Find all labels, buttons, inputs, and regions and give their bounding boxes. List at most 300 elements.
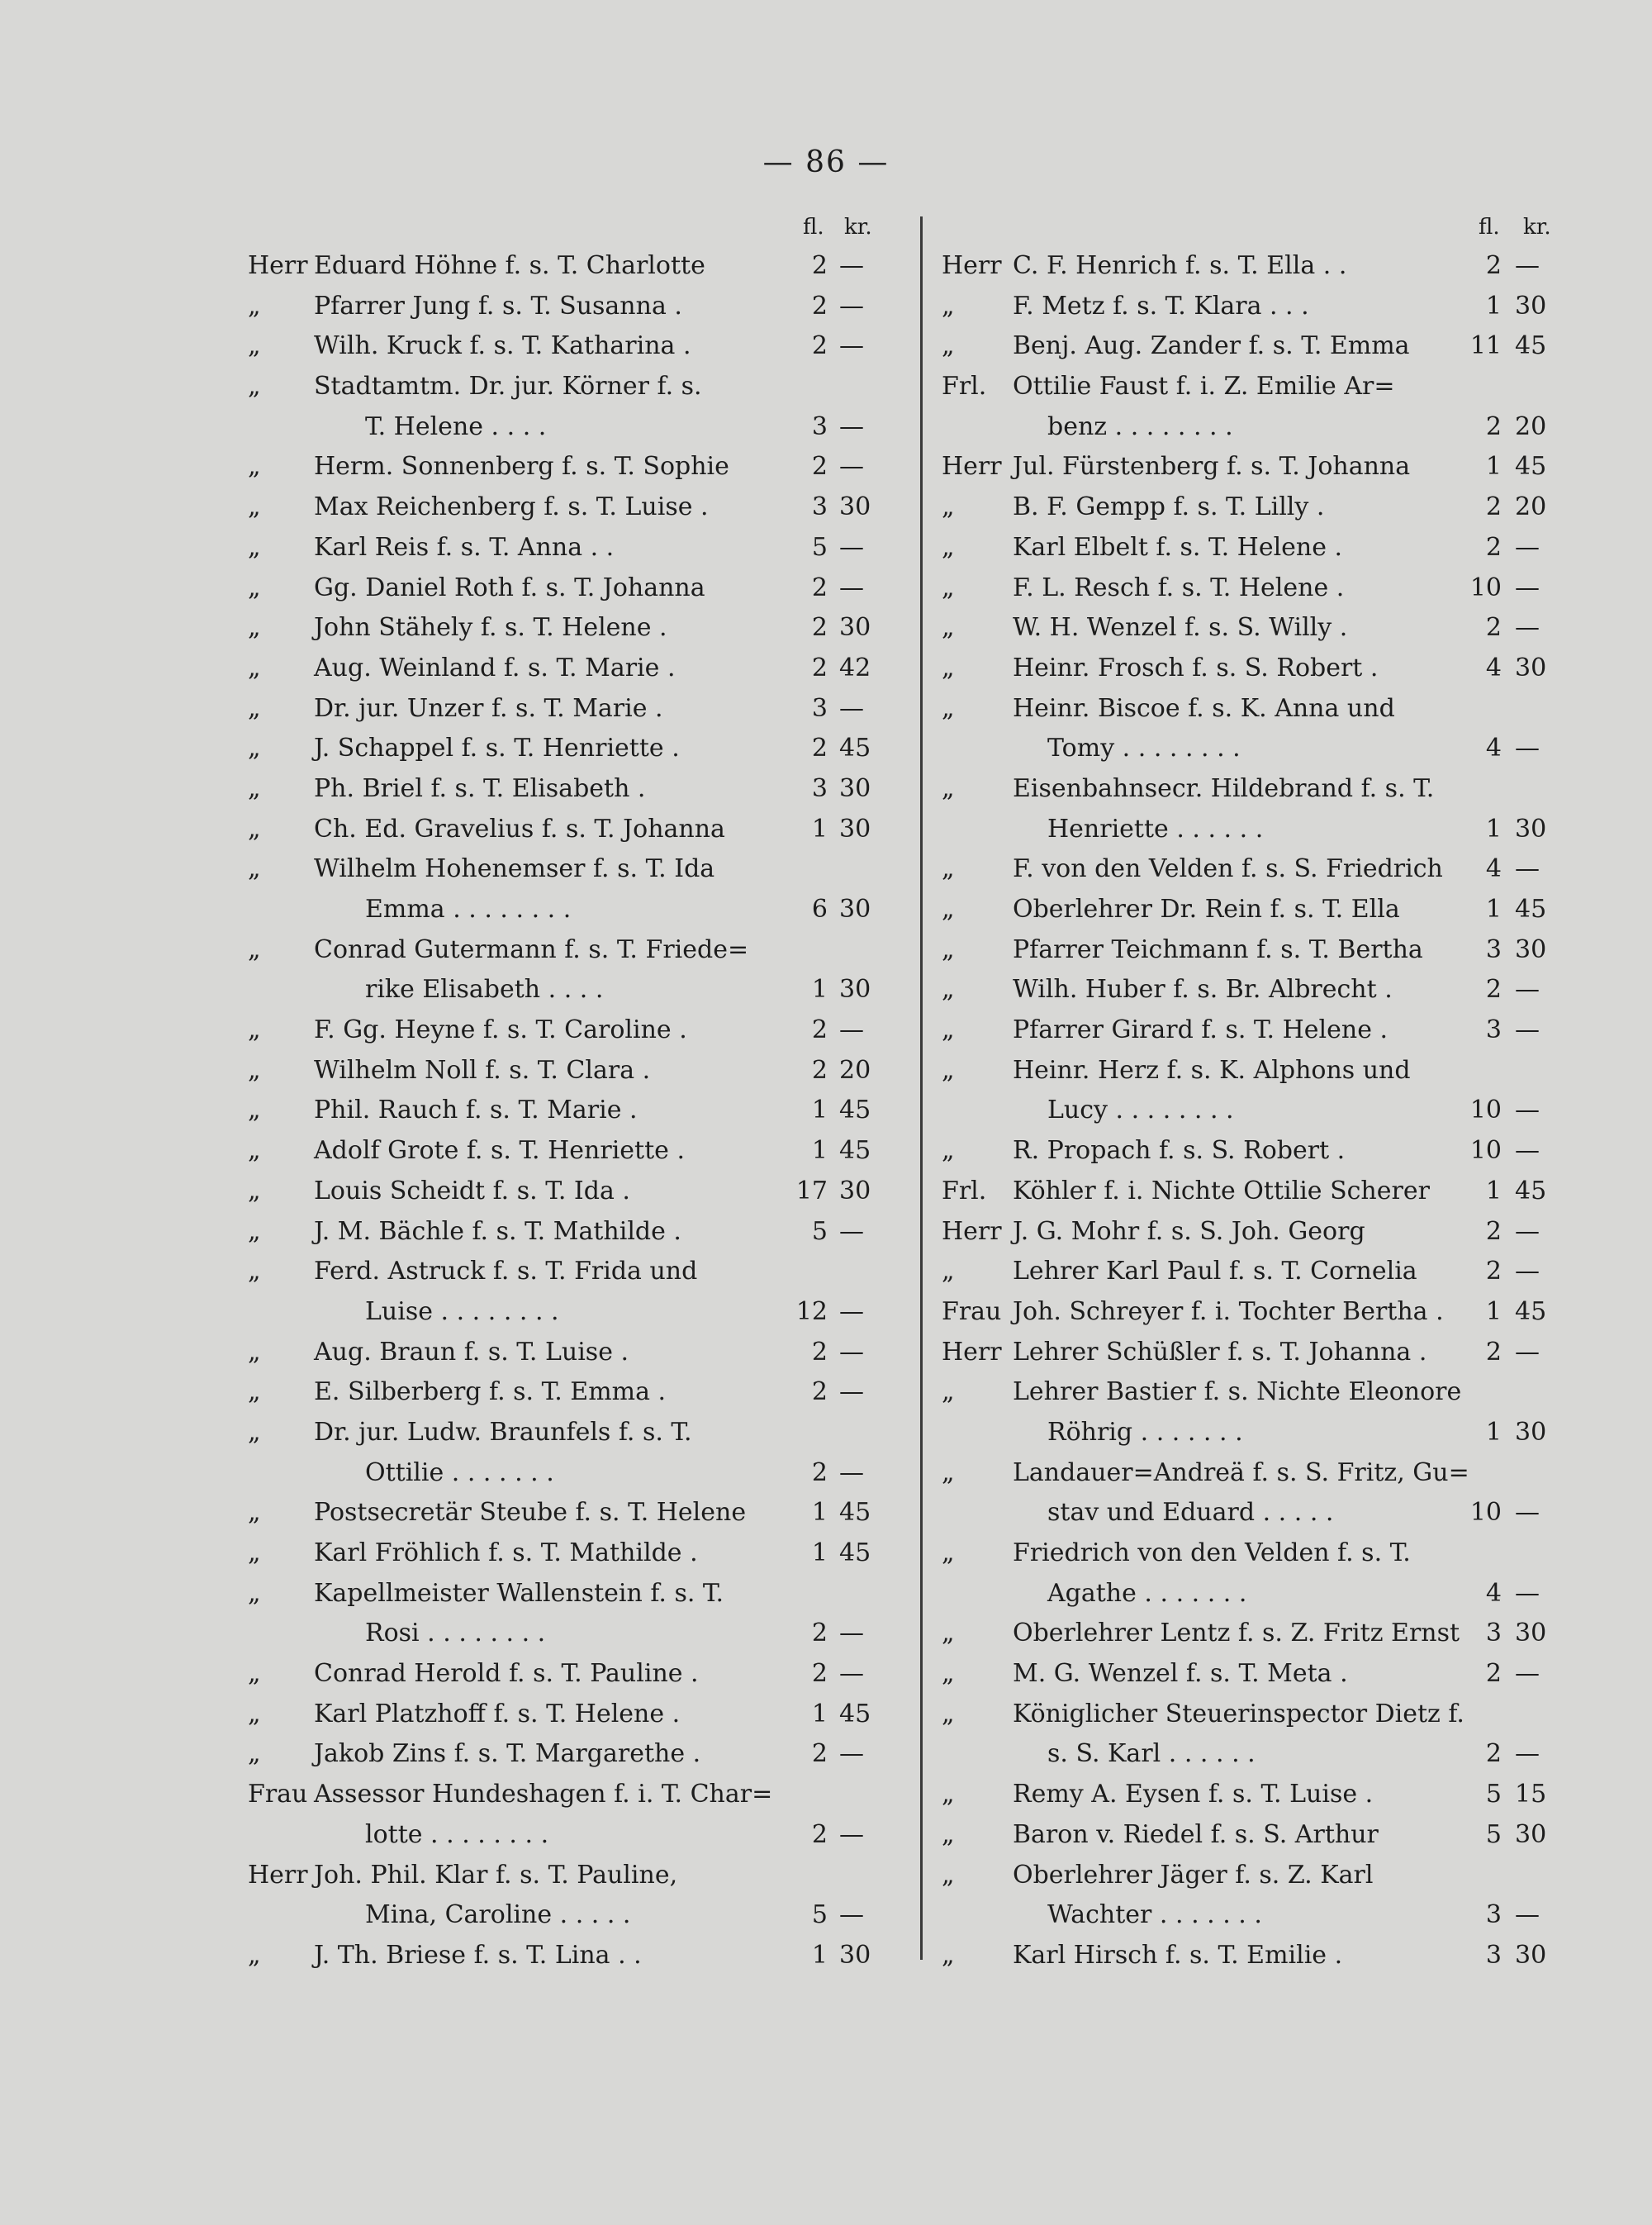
amount-fl: 1 (811, 1096, 828, 1125)
entry-row (942, 326, 1569, 367)
amount-kr: — (839, 1619, 864, 1648)
entry-row (942, 729, 1569, 769)
entry-row (248, 608, 876, 649)
entry-prefix: „ (248, 1578, 261, 1608)
entry-text: Tomy . . . . . . . . (1047, 734, 1241, 763)
amount-fl: 3 (1485, 1900, 1502, 1930)
entry-text: Karl Reis f. s. T. Anna . . (314, 532, 615, 562)
entry-text: J. Th. Briese f. s. T. Lina . . (314, 1940, 642, 1970)
entry-text: Assessor Hundeshagen f. i. T. Char= (314, 1780, 773, 1809)
entry-text: F. L. Resch f. s. T. Helene . (1013, 573, 1345, 602)
amount-kr: 30 (1515, 1940, 1547, 1970)
entry-row (248, 1010, 876, 1051)
entry-row (942, 1413, 1569, 1453)
amount-kr: — (1515, 1739, 1540, 1769)
entry-text: Remy A. Eysen f. s. T. Luise . (1013, 1780, 1374, 1809)
entry-text: Joh. Schreyer f. i. Tochter Bertha . (1013, 1296, 1444, 1326)
entry-prefix: „ (248, 1659, 261, 1689)
entry-text: Lehrer Karl Paul f. s. T. Cornelia (1013, 1257, 1417, 1286)
entry-text: C. F. Henrich f. s. T. Ella . . (1013, 251, 1347, 280)
entry-text: Max Reichenberg f. s. T. Luise . (314, 492, 709, 522)
entry-prefix: „ (248, 693, 261, 723)
entry-text: Conrad Herold f. s. T. Pauline . (314, 1659, 699, 1689)
amount-kr: 30 (839, 975, 871, 1005)
amount-kr: 45 (1515, 452, 1547, 482)
entry-text: Friedrich von den Velden f. s. T. (1013, 1538, 1411, 1567)
entry-prefix: „ (942, 1819, 955, 1849)
entry-text: Wachter . . . . . . . (1047, 1900, 1262, 1930)
entry-text: Mina, Caroline . . . . . (365, 1900, 631, 1930)
entry-prefix: „ (942, 291, 955, 321)
amount-fl: 17 (795, 1176, 828, 1205)
amount-fl: 5 (1485, 1819, 1502, 1849)
amount-fl: 2 (811, 573, 828, 602)
amount-kr: — (839, 1659, 864, 1689)
entry-text: Aug. Weinland f. s. T. Marie . (314, 653, 676, 682)
amount-fl: 2 (811, 1619, 828, 1648)
entry-prefix: „ (942, 1015, 955, 1045)
amount-kr: — (1515, 854, 1540, 884)
entry-text: Jakob Zins f. s. T. Margarethe . (314, 1739, 701, 1769)
amount-fl: 2 (811, 1377, 828, 1407)
amount-fl: 2 (811, 1659, 828, 1689)
amount-fl: 2 (811, 1015, 828, 1045)
entry-row (248, 1051, 876, 1091)
amount-kr: 30 (1515, 1619, 1547, 1648)
amount-fl: 5 (1485, 1780, 1502, 1809)
amount-fl: 3 (1485, 934, 1502, 964)
amount-fl: 4 (1485, 653, 1502, 682)
entry-row (942, 970, 1569, 1010)
entry-row (248, 1453, 876, 1494)
entry-row (942, 246, 1569, 287)
amount-kr: 30 (1515, 291, 1547, 321)
entry-text: Joh. Phil. Klar f. s. T. Pauline, (314, 1860, 678, 1890)
entry-row (248, 849, 876, 890)
entry-row (248, 1895, 876, 1936)
entry-prefix: „ (248, 291, 261, 321)
entry-prefix: „ (248, 452, 261, 482)
entry-prefix: „ (248, 934, 261, 964)
entry-text: Ch. Ed. Gravelius f. s. T. Johanna (314, 814, 725, 844)
amount-kr: 45 (839, 734, 871, 763)
entry-text: T. Helene . . . . (365, 411, 547, 441)
amount-fl: 12 (795, 1296, 828, 1326)
amount-kr: 20 (1515, 411, 1547, 441)
amount-kr: 30 (1515, 934, 1547, 964)
entry-prefix: „ (248, 532, 261, 562)
entry-text: Henriette . . . . . . (1047, 814, 1264, 844)
entry-prefix: „ (942, 331, 955, 361)
amount-kr: — (839, 411, 864, 441)
entry-prefix: „ (942, 1860, 955, 1890)
amount-fl: 3 (811, 411, 828, 441)
entry-text: Karl Elbelt f. s. T. Helene . (1013, 532, 1343, 562)
entry-prefix: „ (248, 331, 261, 361)
entry-text: Wilhelm Hohenemser f. s. T. Ida (314, 854, 715, 884)
entry-prefix: „ (248, 1257, 261, 1286)
amount-fl: 2 (1485, 975, 1502, 1005)
entry-text: Pfarrer Teichmann f. s. T. Bertha (1013, 934, 1423, 964)
entry-row (248, 1091, 876, 1131)
entry-prefix: „ (942, 1055, 955, 1085)
amount-fl: 2 (1485, 411, 1502, 441)
amount-fl: 5 (811, 1216, 828, 1246)
amount-fl: 1 (811, 1699, 828, 1728)
amount-fl: 2 (1485, 1337, 1502, 1367)
amount-kr: — (1515, 1498, 1540, 1528)
amount-kr: 30 (1515, 1417, 1547, 1447)
amount-kr: 42 (839, 653, 871, 682)
entry-row (248, 1574, 876, 1614)
entry-prefix: „ (942, 773, 955, 803)
entry-text: Königlicher Steuerinspector Dietz f. (1013, 1699, 1464, 1728)
entry-row (942, 407, 1569, 448)
entry-row (942, 1091, 1569, 1131)
entry-row (942, 1292, 1569, 1333)
entry-prefix: „ (942, 1780, 955, 1809)
entry-prefix: Frl. (942, 372, 987, 402)
amount-fl: 2 (811, 331, 828, 361)
entry-text: Adolf Grote f. s. T. Henriette . (314, 1136, 685, 1166)
amount-fl: 3 (1485, 1940, 1502, 1970)
amount-fl: 2 (811, 1739, 828, 1769)
entry-prefix: „ (942, 1659, 955, 1689)
entry-prefix: „ (248, 613, 261, 643)
entry-text: Eduard Höhne f. s. T. Charlotte (314, 251, 705, 280)
entry-row (942, 1172, 1569, 1212)
entry-row (942, 1895, 1569, 1936)
amount-fl: 4 (1485, 734, 1502, 763)
amount-fl: 10 (1469, 1136, 1502, 1166)
entry-row (942, 849, 1569, 890)
entry-prefix: „ (942, 613, 955, 643)
amount-fl: 3 (811, 492, 828, 522)
amount-kr: 20 (839, 1055, 871, 1085)
entry-text: Oberlehrer Lentz f. s. Z. Fritz Ernst (1013, 1619, 1460, 1648)
amount-fl: 2 (811, 452, 828, 482)
amount-kr: — (1515, 734, 1540, 763)
entry-prefix: „ (248, 1940, 261, 1970)
entry-prefix: Frau (248, 1780, 308, 1809)
amount-kr: — (1515, 613, 1540, 643)
entry-prefix: „ (248, 1417, 261, 1447)
amount-kr: 45 (839, 1096, 871, 1125)
entry-prefix: „ (248, 653, 261, 682)
entry-row (248, 1815, 876, 1856)
entry-text: F. von den Velden f. s. S. Friedrich (1013, 854, 1443, 884)
entry-prefix: „ (248, 492, 261, 522)
entry-row (942, 1372, 1569, 1413)
amount-kr: — (839, 1739, 864, 1769)
entry-prefix: Herr (942, 452, 1002, 482)
entry-row (248, 246, 876, 287)
page-number: — 86 — (762, 145, 890, 179)
entry-prefix: „ (942, 1136, 955, 1166)
entry-prefix: „ (248, 372, 261, 402)
entry-text: Lehrer Bastier f. s. Nichte Eleonore (1013, 1377, 1462, 1407)
entry-row (942, 1010, 1569, 1051)
entry-row (248, 1212, 876, 1253)
amount-fl: 2 (811, 653, 828, 682)
entry-row (942, 1775, 1569, 1815)
entry-prefix: Herr (942, 251, 1002, 280)
entry-text: Pfarrer Jung f. s. T. Susanna . (314, 291, 682, 321)
entry-row (248, 930, 876, 971)
amount-kr: 45 (1515, 1176, 1547, 1205)
amount-kr: — (839, 693, 864, 723)
entry-text: Agathe . . . . . . . (1047, 1578, 1247, 1608)
amount-fl: 2 (1485, 1216, 1502, 1246)
entry-prefix: „ (248, 814, 261, 844)
entry-text: Ph. Briel f. s. T. Elisabeth . (314, 773, 646, 803)
entry-text: Wilh. Kruck f. s. T. Katharina . (314, 331, 691, 361)
entry-prefix: Herr (248, 251, 308, 280)
right-column (942, 208, 1569, 1976)
entry-row (942, 1574, 1569, 1614)
entry-prefix: „ (942, 895, 955, 924)
amount-fl: 2 (1485, 1257, 1502, 1286)
entry-row (942, 810, 1569, 850)
amount-kr: 15 (1515, 1780, 1547, 1809)
amount-kr: 30 (839, 1940, 871, 1970)
amount-fl: 4 (1485, 854, 1502, 884)
amount-kr: — (839, 1015, 864, 1045)
entry-row (248, 1372, 876, 1413)
amount-kr: 30 (1515, 814, 1547, 844)
entry-prefix: „ (248, 773, 261, 803)
entry-text: Röhrig . . . . . . . (1047, 1417, 1243, 1447)
amount-fl: 2 (811, 1457, 828, 1487)
entry-text: W. H. Wenzel f. s. S. Willy . (1013, 613, 1348, 643)
amount-kr: 45 (839, 1498, 871, 1528)
entry-text: Landauer=Andreä f. s. S. Fritz, Gu= (1013, 1457, 1469, 1487)
entry-row (942, 1654, 1569, 1695)
amount-fl: 2 (811, 291, 828, 321)
entry-prefix: „ (942, 934, 955, 964)
entry-row (942, 1453, 1569, 1494)
amount-kr: 45 (1515, 1296, 1547, 1326)
entry-row (248, 1533, 876, 1574)
amount-kr: — (839, 452, 864, 482)
amount-fl: 2 (811, 1055, 828, 1085)
left-column (248, 208, 876, 1976)
amount-fl: 3 (811, 693, 828, 723)
entry-row (248, 1695, 876, 1735)
amount-kr: — (839, 1819, 864, 1849)
entry-prefix: „ (942, 1619, 955, 1648)
amount-fl: 1 (811, 1136, 828, 1166)
entry-row (942, 1856, 1569, 1896)
amount-fl: 2 (811, 1337, 828, 1367)
entry-text: Heinr. Herz f. s. K. Alphons und (1013, 1055, 1411, 1085)
entry-row (942, 1533, 1569, 1574)
amount-kr: 45 (1515, 895, 1547, 924)
amount-kr: 45 (839, 1538, 871, 1567)
entry-row (942, 447, 1569, 487)
entry-row (248, 729, 876, 769)
entry-row (248, 568, 876, 609)
entry-prefix: „ (942, 854, 955, 884)
amount-fl: 1 (1485, 291, 1502, 321)
entry-prefix: „ (248, 854, 261, 884)
amount-fl: 3 (1485, 1619, 1502, 1648)
fl-header: fl. (803, 215, 824, 240)
entry-text: E. Silberberg f. s. T. Emma . (314, 1377, 667, 1407)
entry-row (942, 367, 1569, 407)
amount-kr: — (1515, 1337, 1540, 1367)
column-divider (920, 216, 923, 1960)
entry-row (248, 970, 876, 1010)
entry-prefix: „ (942, 975, 955, 1005)
entry-prefix: „ (942, 1257, 955, 1286)
entry-text: benz . . . . . . . . (1047, 411, 1233, 441)
amount-fl: 2 (811, 613, 828, 643)
entry-row (942, 1695, 1569, 1735)
amount-kr: 30 (839, 492, 871, 522)
entry-text: Dr. jur. Unzer f. s. T. Marie . (314, 693, 663, 723)
entry-text: Dr. jur. Ludw. Braunfels f. s. T. (314, 1417, 692, 1447)
entry-prefix: „ (248, 1055, 261, 1085)
entry-prefix: Herr (942, 1216, 1002, 1246)
amount-kr: 45 (1515, 331, 1547, 361)
entry-row (942, 1614, 1569, 1654)
entry-row (942, 930, 1569, 971)
entry-prefix: „ (248, 1377, 261, 1407)
entry-row (248, 1856, 876, 1896)
amount-kr: 45 (839, 1136, 871, 1166)
amount-kr: — (1515, 1136, 1540, 1166)
amount-fl: 2 (811, 1819, 828, 1849)
entry-text: J. G. Mohr f. s. S. Joh. Georg (1013, 1216, 1365, 1246)
entry-text: F. Metz f. s. T. Klara . . . (1013, 291, 1309, 321)
entry-prefix: „ (248, 1015, 261, 1045)
amount-kr: — (839, 1457, 864, 1487)
entry-text: F. Gg. Heyne f. s. T. Caroline . (314, 1015, 687, 1045)
entry-row (248, 487, 876, 528)
amount-kr: 30 (839, 895, 871, 924)
amount-kr: — (839, 532, 864, 562)
entry-row (942, 287, 1569, 327)
entry-row (248, 287, 876, 327)
entry-text: Kapellmeister Wallenstein f. s. T. (314, 1578, 724, 1608)
amount-kr: — (1515, 532, 1540, 562)
amount-kr: 30 (839, 814, 871, 844)
amount-fl: 2 (1485, 613, 1502, 643)
amount-kr: — (1515, 1578, 1540, 1608)
amount-kr: 30 (839, 773, 871, 803)
amount-kr: — (839, 1337, 864, 1367)
column-header (942, 208, 1569, 246)
amount-kr: 20 (1515, 492, 1547, 522)
entry-prefix: „ (942, 1457, 955, 1487)
entry-text: Aug. Braun f. s. T. Luise . (314, 1337, 629, 1367)
entry-text: Wilhelm Noll f. s. T. Clara . (314, 1055, 651, 1085)
entry-text: Oberlehrer Jäger f. s. Z. Karl (1013, 1860, 1374, 1890)
entry-text: J. M. Bächle f. s. T. Mathilde . (314, 1216, 681, 1246)
entry-prefix: „ (942, 1377, 955, 1407)
entry-text: Jul. Fürstenberg f. s. T. Johanna (1013, 452, 1411, 482)
amount-kr: — (1515, 1659, 1540, 1689)
entry-text: John Stähely f. s. T. Helene . (314, 613, 667, 643)
entry-prefix: „ (942, 532, 955, 562)
amount-fl: 3 (1485, 1015, 1502, 1045)
amount-fl: 1 (1485, 1417, 1502, 1447)
entry-prefix: „ (942, 1699, 955, 1728)
entry-text: Stadtamtm. Dr. jur. Körner f. s. (314, 372, 702, 402)
entry-prefix: „ (248, 1337, 261, 1367)
kr-header: kr. (844, 215, 872, 240)
entry-text: Pfarrer Girard f. s. T. Helene . (1013, 1015, 1389, 1045)
entry-row (248, 1493, 876, 1533)
amount-fl: 5 (811, 532, 828, 562)
entry-row (942, 608, 1569, 649)
amount-kr: — (839, 251, 864, 280)
amount-fl: 1 (811, 1940, 828, 1970)
amount-fl: 2 (1485, 251, 1502, 280)
amount-fl: 4 (1485, 1578, 1502, 1608)
amount-fl: 1 (811, 814, 828, 844)
entry-text: Oberlehrer Dr. Rein f. s. T. Ella (1013, 895, 1400, 924)
amount-kr: — (1515, 1015, 1540, 1045)
entry-text: Benj. Aug. Zander f. s. T. Emma (1013, 331, 1410, 361)
entry-row (942, 890, 1569, 930)
amount-fl: 1 (811, 1538, 828, 1567)
column-header (248, 208, 876, 246)
entry-row (248, 810, 876, 850)
entry-text: Heinr. Biscoe f. s. K. Anna und (1013, 693, 1395, 723)
entry-text: Rosi . . . . . . . . (365, 1619, 546, 1648)
entry-row (942, 769, 1569, 810)
entry-row (248, 528, 876, 568)
entry-prefix: Herr (942, 1337, 1002, 1367)
entry-row (942, 649, 1569, 689)
entry-row (248, 1333, 876, 1373)
entry-row (248, 1775, 876, 1815)
entry-row (248, 1413, 876, 1453)
entry-text: Ferd. Astruck f. s. T. Frida und (314, 1257, 698, 1286)
entry-row (248, 649, 876, 689)
entry-text: Karl Fröhlich f. s. T. Mathilde . (314, 1538, 698, 1567)
entry-prefix: „ (248, 1096, 261, 1125)
entry-text: Phil. Rauch f. s. T. Marie . (314, 1096, 638, 1125)
entry-text: Köhler f. i. Nichte Ottilie Scherer (1013, 1176, 1430, 1205)
entry-text: Heinr. Frosch f. s. S. Robert . (1013, 653, 1379, 682)
entry-row (942, 1333, 1569, 1373)
entry-text: Ottilie Faust f. i. Z. Emilie Ar= (1013, 372, 1395, 402)
entry-row (248, 1734, 876, 1775)
entry-row (942, 528, 1569, 568)
entry-text: Herm. Sonnenberg f. s. T. Sophie (314, 452, 729, 482)
amount-kr: — (1515, 251, 1540, 280)
entry-row (942, 1815, 1569, 1856)
amount-kr: 30 (1515, 1819, 1547, 1849)
entry-text: Karl Platzhoff f. s. T. Helene . (314, 1699, 681, 1728)
entry-prefix: „ (248, 1699, 261, 1728)
amount-fl: 5 (811, 1900, 828, 1930)
amount-fl: 2 (1485, 492, 1502, 522)
entry-prefix: „ (248, 573, 261, 602)
entry-row (248, 1654, 876, 1695)
amount-kr: — (839, 331, 864, 361)
entry-row (248, 1252, 876, 1292)
amount-kr: — (839, 573, 864, 602)
amount-kr: — (839, 291, 864, 321)
entry-row (248, 447, 876, 487)
entry-prefix: „ (942, 693, 955, 723)
amount-fl: 2 (1485, 1739, 1502, 1769)
entry-row (248, 1131, 876, 1172)
